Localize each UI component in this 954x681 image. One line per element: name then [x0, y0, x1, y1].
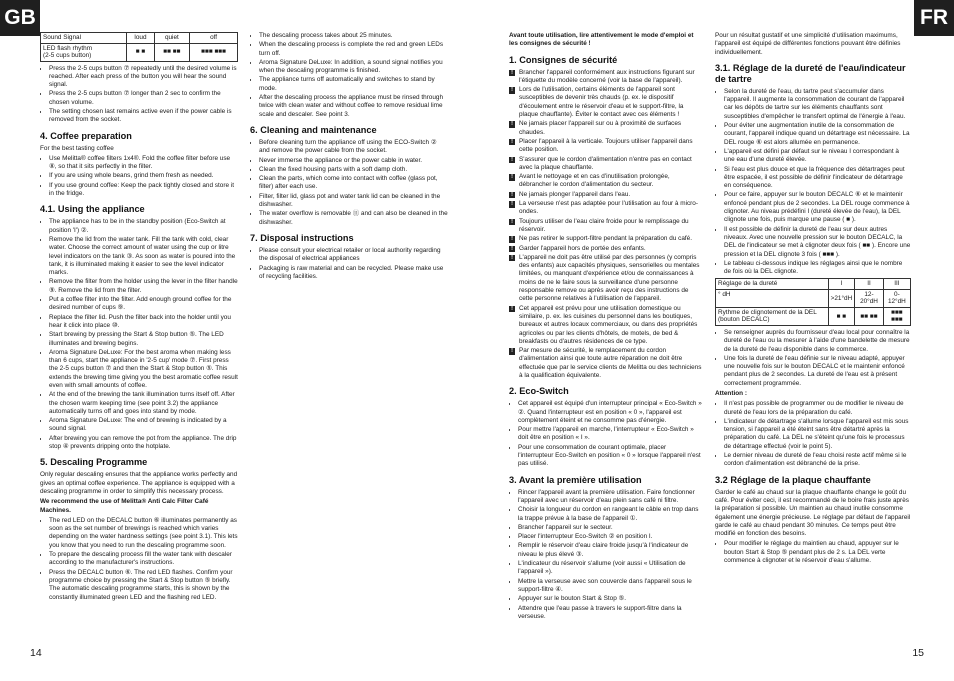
table-cell: 0-12°dH: [883, 289, 910, 307]
list-item: • Pour une consommation de courant optimale, placer l'interrupteur Eco-Switch en position « 0 » lorsque l'appareil n'est pas utilisé.: [518, 444, 702, 469]
safety-warning: [509, 254, 702, 304]
warning-icon: !: [509, 139, 515, 146]
durete-list-b: [715, 329, 911, 388]
descaling-steps-list: [250, 32, 448, 119]
warning-icon: !: [509, 157, 515, 164]
heading-durete: 3.1. Réglage de la dureté de l'eau/indicateur de tartre: [715, 62, 906, 84]
attention-label: Attention :: [715, 390, 747, 397]
table-cell: >21°dH: [828, 289, 855, 307]
list-item: • Aroma Signature DeLuxe: In addition, a sound signal notifies you when the descaling programme is finished.: [259, 59, 448, 76]
list-item: • The appliance turns off automatically and switches to stand by mode.: [259, 76, 448, 93]
safety-warning: [509, 86, 702, 119]
table-row: [716, 289, 911, 307]
list-item: • Pour modifier le réglage du maintien au chaud, appuyer sur le bouton Start & Stop ⑤ pendant plus de 2 s. La DEL verte commence à clignoter et le réservoir d'eau s'allume.: [724, 540, 911, 565]
list-item: • After the descaling process the appliance must be rinsed through twice with clean water and without coffee to remove residual lime scale and descaler. See point 3.: [259, 94, 448, 119]
table-cell: ■ ■: [828, 307, 855, 325]
list-item: • To prepare the descaling process fill the water tank with descaler according to the manufacturer's instructions.: [49, 551, 238, 568]
warning-icon: !: [509, 306, 515, 313]
table-cell: loud: [127, 33, 154, 44]
plaque-list: [715, 540, 911, 565]
list-item: • Cet appareil est équipé d'un interrupteur principal « Eco-Switch » ②. Quand l'interrupteur est en position « 0 », l'appareil est complètement éteint et ne consomme pas d'énergie.: [518, 400, 702, 425]
warning-icon: !: [509, 174, 515, 181]
list-item: • Press the DECALC button ⑥. The red LED flashes. Confirm your programme choice by pressing the Start & Stop button ⑤ briefly. The automatic descaling programme starts, this is shown by the constantly illuminated green LED and the flashing red LED.: [49, 569, 238, 602]
table-cell: ■■■ ■■■: [883, 307, 910, 325]
list-item: • L'appareil est défini par défaut sur le niveau I correspondant à une eau d'une dureté élevée.: [724, 148, 911, 165]
list-item: • Use Melitta® coffee filters 1x4®. Fold the coffee filter before use ⑧, so that it sits perfectly in the filter.: [49, 155, 238, 172]
table-cell: I: [828, 279, 855, 290]
list-item: • Le tableau ci-dessous indique les réglages ainsi que le nombre de fois où la DEL clignote.: [724, 260, 911, 277]
warning-icon: !: [509, 255, 515, 262]
column-1: [40, 32, 238, 642]
safety-warning: [509, 200, 702, 217]
safety-warning: [509, 191, 702, 199]
page-number-right: 15: [912, 647, 924, 659]
using-list: [40, 218, 238, 451]
warning-text: Avant le nettoyage et en cas d'inutilisation prolongée, débrancher le cordon d'alimentation du secteur.: [519, 173, 670, 189]
descaling-list: [40, 517, 238, 602]
list-item: • The red LED on the DECALC button ⑥ illuminates permanently as soon as the set number of brewings is reached which varies depending on the water hardness settings (see point 3.1). This lets you know that you need to run the descaling programme soon.: [49, 517, 238, 550]
warning-icon: !: [509, 236, 515, 243]
list-item: • Si l'eau est plus douce et que la fréquence des détartrages peut être espacée, il est possible de définir l'indicateur de détartrage en conséquence.: [724, 166, 911, 191]
warning-text: Par mesure de sécurité, le remplacement du cordon d'alimentation ainsi que toute autre réparation ne doit être effectuée que par le service clients de Melitta ou des techniciens à la qualification équivalente.: [519, 347, 702, 379]
heading-cleaning: 6. Cleaning and maintenance: [250, 124, 377, 135]
disposal-list: [250, 247, 448, 281]
warning-text: L'appareil ne doit pas être utilisé par des personnes (y compris des enfants) aux capacités physiques, sensorielles ou mentales limitées, ou manquant d'expérience et/ou de connaissances à moins de ne le faire sous la surveillance d'une personne responsable remove ou après avoir reçu des instructions de cette personne relatives à l'utilisation de l'appareil.: [519, 253, 700, 303]
table-cell: Sound Signal: [41, 33, 127, 44]
plaque-paragraph: Garder le café au chaud sur la plaque chauffante change le goût du café. Pour éviter ceci, il est recommandé de le boire frais juste après la préparation si possible. Un maintien au chaud inutile consomme également une énergie précieuse. Le réglage par défaut de l'appareil garde le café au chaud pendant 30 minutes. Ce temps peut être modifié en fonction des besoins.: [715, 488, 911, 538]
list-item: • Remove the lid from the water tank. Fill the tank with cold, clear water. Choose the correct amount of water using the cup or litre level indicators on the tank ③. As soon as water is poured into the tank, it is illuminated making it easier to see the level indicator marks.: [49, 236, 238, 277]
descaling-recommendation: We recommend the use of Melitta® Anti Calc Filter Café Machines.: [40, 498, 209, 514]
table-cell: off: [190, 33, 238, 44]
list-item: • Start brewing by pressing the Start & Stop button ⑤. The LED illuminates and brewing begins.: [49, 331, 238, 348]
list-item: • Il n'est pas possible de programmer ou de modifier le niveau de dureté de l'eau lors de la préparation du café.: [724, 400, 911, 417]
heading-coffee-preparation: 4. Coffee preparation: [40, 130, 132, 141]
list-item: • Mettre la verseuse avec son couvercle dans l'appareil sous le support-filtre ④.: [518, 578, 702, 595]
list-item: • Pour ce faire, appuyer sur le bouton DECALC ⑥ et le maintenir enfoncé pendant plus de 2 secondes. La DEL rouge commence à clignoter. Au niveau prédéfini I (dureté élevée de l'eau), la DEL clignote une fois, puis marque une pause ( ■ ).: [724, 191, 911, 224]
list-item: • Placer l'interrupteur Eco-Switch ② en position I.: [518, 533, 702, 541]
safety-warning: [509, 347, 702, 380]
safety-warning: [509, 173, 702, 190]
list-item: • Remplir le réservoir d'eau claire froide jusqu'à l'indicateur de niveau le plus élevé ③.: [518, 542, 702, 559]
prep-list: [40, 155, 238, 198]
durete-list: [715, 88, 911, 277]
list-item: • Choisir la longueur du cordon en rangeant le câble en trop dans la trappe prévue à la base de l'appareil ①.: [518, 506, 702, 523]
list-item: • Une fois la dureté de l'eau définie sur le niveau adapté, appuyer une nouvelle fois sur le bouton DECALC et le maintenir enfoncé pendant plus de 2 secondes. La dureté de l'eau est à présent correctement programmée.: [724, 355, 911, 388]
warning-text: Ne pas retirer le support-filtre pendant la préparation du café.: [519, 235, 692, 243]
list-item: • Attendre que l'eau passe à travers le support-filtre dans la verseuse.: [518, 605, 702, 622]
table-cell: LED flash rhythm (2-5 cups button): [41, 43, 127, 61]
cleaning-list: [250, 139, 448, 227]
list-item: • Press the 2-5 cups button ⑦ repeatedly until the desired volume is reached. After each press of the button you will hear the sound signal.: [49, 65, 238, 90]
list-item: • Press the 2-5 cups button ⑦ longer than 2 sec to confirm the chosen volume.: [49, 90, 238, 107]
descaling-paragraph: Only regular descaling ensures that the appliance works perfectly and gives an optimal coffee experience. The appliance is equipped with a descaling programme in order to simplify this necessary process.: [40, 471, 238, 495]
list-item: • Le dernier niveau de dureté de l'eau choisi reste actif même si le cordon d'alimentation est débranché de la prise.: [724, 452, 911, 469]
safety-warning: [509, 156, 702, 173]
heading-descaling: 5. Descaling Programme: [40, 457, 148, 468]
list-item: • Se renseigner auprès du fournisseur d'eau local pour connaître la dureté de l'eau ou la mesurer à l'aide d'une bandelette de mesure de la dureté de l'eau disponible dans le commerce.: [724, 329, 911, 354]
fr-functions-intro: Pour un résultat gustatif et une simplicité d'utilisation maximums, l'appareil est équipé de différentes fonctions pouvant être définies individuellement.: [715, 32, 901, 56]
page-number-left: 14: [30, 647, 42, 659]
list-item: • When the descaling process is complete the red and green LEDs turn off.: [259, 41, 448, 58]
table-row: [716, 279, 911, 290]
warning-text: Cet appareil est prévu pour une utilisation domestique ou similaire, p. ex. les cuisines du personnel dans les boutiques, bureaux et autres locaux commerciaux, ou dans des propriétés agricoles ou par les clients d'hôtels, de motels, de bed & breakfasts ou d'autres résidences de ce type.: [519, 304, 698, 345]
list-item: • Remove the filter from the holder using the lever in the filter handle ⑨. Remove the lid from the filter.: [49, 278, 238, 295]
list-item: • Filter, filter lid, glass pot and water tank lid can be cleaned in the dishwasher.: [259, 193, 448, 210]
list-item: • At the end of the brewing the tank illumination turns itself off. After the chosen warm keeping time (see point 3.2) the appliance automatically turns off and goes into stand by mode.: [49, 391, 238, 416]
list-item: • Clean the fixed housing parts with a soft damp cloth.: [259, 166, 448, 174]
heading-avant: 3. Avant la première utilisation: [509, 474, 642, 485]
prep-intro: For the best tasting coffee: [40, 144, 114, 152]
safety-warning: [509, 69, 702, 86]
list-item: • After brewing you can remove the pot from the appliance. The drip stop ④ prevents dripping onto the hotplate.: [49, 435, 238, 452]
list-item: • If you use ground coffee: Keep the pack tightly closed and store it in the fridge.: [49, 182, 238, 199]
list-item: • Replace the filter lid. Push the filter back into the holder until you hear it click into place ⑩.: [49, 314, 238, 331]
list-item: • Aroma Signature DeLuxe: The end of brewing is indicated by a sound signal.: [49, 417, 238, 434]
language-tag-gb: GB: [0, 0, 40, 36]
sound-signal-table: [40, 32, 238, 62]
list-item: • Aroma Signature DeLuxe: For the best aroma when making less than 6 cups, start the appliance in '2-5 cup' mode ⑦. First press the 2-5 cups button ⑦ and then the Start & Stop button ⑤. This extends the brewing time giving you the best aromatic coffee result even with small amounts of coffee.: [49, 349, 238, 390]
table-cell: ° dH: [716, 289, 829, 307]
warning-text: Ne jamais plonger l'appareil dans l'eau.: [519, 190, 631, 198]
volume-list: [40, 65, 238, 125]
heading-using-appliance: 4.1. Using the appliance: [40, 204, 145, 215]
heading-plaque: 3.2 Réglage de la plaque chauffante: [715, 474, 871, 485]
warning-text: S'assurer que le cordon d'alimentation n'entre pas en contact avec la plaque chauffante.: [519, 155, 692, 171]
safety-warning: [509, 235, 702, 243]
list-item: • Packaging is raw material and can be recycled. Please make use of recycling facilities.: [259, 265, 448, 282]
warning-icon: !: [509, 246, 515, 253]
table-cell: ■■ ■■: [855, 307, 884, 325]
list-item: • L'indicateur de détartrage s'allume lorsque l'appareil est mis sous tension, si l'appareil a été éteint sans être détartré après la préparation du café. La DEL ne s'éteint qu'une fois le processus de détartrage effectué (voir le point 5).: [724, 418, 911, 451]
list-item: • Clean the parts, which come into contact with coffee (glass pot, filter) after each use.: [259, 175, 448, 192]
table-cell: ■ ■: [127, 43, 154, 61]
column-3: [509, 32, 702, 644]
list-item: • Brancher l'appareil sur le secteur.: [518, 524, 702, 532]
warning-icon: !: [509, 192, 515, 199]
table-cell: ■■ ■■: [154, 43, 190, 61]
warning-icon: !: [509, 348, 515, 355]
safety-warning: [509, 120, 702, 137]
list-item: • Never immerse the appliance or the power cable in water.: [259, 157, 448, 165]
table-cell: ■■■ ■■■: [190, 43, 238, 61]
warning-text: Toujours utiliser de l'eau claire froide pour le remplissage du réservoir.: [519, 217, 689, 233]
heading-eco-switch: 2. Eco-Switch: [509, 386, 569, 397]
table-cell: Réglage de la dureté: [716, 279, 829, 290]
warning-icon: !: [509, 70, 515, 77]
safety-warnings: [509, 69, 702, 381]
list-item: • Put a coffee filter into the filter. Add enough ground coffee for the desired number of cups ⑨.: [49, 296, 238, 313]
warning-text: Placer l'appareil à la verticale. Toujours utiliser l'appareil dans cette position.: [519, 137, 693, 154]
column-4: [715, 32, 911, 644]
warning-text: Brancher l'appareil conformément aux instructions figurant sur l'étiquette du modèle concerné (voir la base de l'appareil).: [519, 68, 695, 84]
list-item: • Rincer l'appareil avant la première utilisation. Faire fonctionner l'appareil avec un réservoir d'eau plein sans café ni filtre.: [518, 489, 702, 506]
warning-text: La verseuse n'est pas adaptée pour l'utilisation au four à micro-ondes.: [519, 200, 698, 216]
table-row: [716, 307, 911, 325]
warning-text: Lors de l'utilisation, certains éléments de l'appareil sont susceptibles de devenir très chauds (p. ex. le dispositif d'écoulement entre le réservoir d'eau et le support-filtre, la plaque chauffante). Éviter le contact avec ces éléments !: [519, 86, 684, 119]
list-item: • Before cleaning turn the appliance off using the ECO-Switch ② and remove the power cable from the socket.: [259, 139, 448, 156]
list-item: • Selon la dureté de l'eau, du tartre peut s'accumuler dans l'appareil. Il augmente la consommation de courant de l'appareil car les dépôts de tartre sur les éléments chauffants sont susceptibles d'empêcher le transfert optimal de l'énergie à l'eau.: [724, 88, 911, 121]
list-item: • Please consult your electrical retailer or local authority regarding the disposal of electrical appliances: [259, 247, 448, 264]
list-item: • The descaling process takes about 25 minutes.: [259, 32, 448, 40]
table-cell: 12-20°dH: [855, 289, 884, 307]
safety-warning: [509, 305, 702, 346]
table-cell: quiet: [154, 33, 190, 44]
list-item: • The setting chosen last remains active even if the power cable is removed from the socket.: [49, 108, 238, 125]
fr-intro: Avant toute utilisation, lire attentivement le mode d'emploi et les consignes de sécurité !: [509, 32, 694, 48]
table-row: [41, 33, 238, 44]
table-cell: III: [883, 279, 910, 290]
safety-warning: [509, 245, 702, 253]
list-item: • The appliance has to be in the standby position (Eco-Switch at position 'I') ②.: [49, 218, 238, 235]
heading-disposal: 7. Disposal instructions: [250, 232, 354, 243]
eco-list: [509, 400, 702, 468]
list-item: • The water overflow is removable ⑪ and can also be cleaned in the dishwasher.: [259, 210, 448, 227]
column-2: [250, 32, 448, 642]
warning-icon: !: [509, 121, 515, 128]
warning-text: Garder l'appareil hors de portée des enfants.: [519, 244, 646, 252]
attention-list: [715, 400, 911, 468]
safety-warning: [509, 138, 702, 155]
list-item: • If you are using whole beans, grind them fresh as needed.: [49, 172, 238, 180]
warning-icon: !: [509, 201, 515, 208]
list-item: • Appuyer sur le bouton Start & Stop ⑤.: [518, 595, 702, 603]
safety-warning: [509, 218, 702, 235]
list-item: • L'indicateur du réservoir s'allume (voir aussi « Utilisation de l'appareil »).: [518, 560, 702, 577]
hardness-table: [715, 278, 911, 326]
warning-icon: !: [509, 219, 515, 226]
table-cell: Rythme de clignotement de la DEL (bouton DECALC): [716, 307, 829, 325]
list-item: • Pour éviter une augmentation inutile de la consommation de courant, l'appareil indique quand un détartrage est nécessaire. La DEL rouge ⑥ est alors allumée en permanence.: [724, 122, 911, 147]
warning-icon: !: [509, 87, 515, 94]
list-item: • Il est possible de définir la dureté de l'eau sur deux autres niveaux. Avec une nouvelle pression sur le bouton DECALC, la DEL de l'indicateur se met à clignoter deux fois ( ■■ ). Encore une pression et la DEL clignote 3 fois ( ■■■ ).: [724, 226, 911, 259]
table-row: [41, 43, 238, 61]
avant-list: [509, 489, 702, 621]
list-item: • Pour mettre l'appareil en marche, l'interrupteur « Eco-Switch » doit être en position « I ».: [518, 426, 702, 443]
table-cell: II: [855, 279, 884, 290]
warning-text: Ne jamais placer l'appareil sur ou à proximité de surfaces chaudes.: [519, 120, 682, 136]
language-tag-fr: FR: [914, 0, 954, 36]
heading-consignes: 1. Consignes de sécurité: [509, 54, 618, 65]
